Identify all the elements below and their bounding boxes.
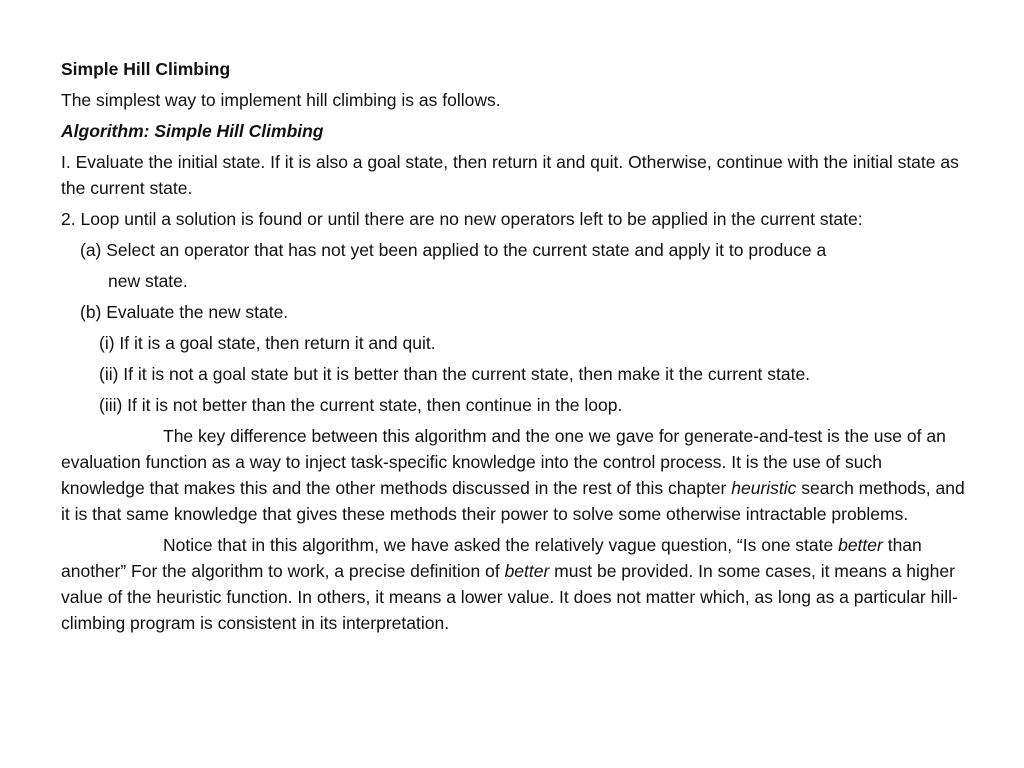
step-2b-ii: (ii) If it is not a goal state but it is better than the current state, then make it the current state. <box>99 364 811 384</box>
paragraph-2-part-2: than another” For the algorithm to work, a precise definition of <box>61 535 922 581</box>
section-heading: Simple Hill Climbing <box>61 59 231 79</box>
paragraph-1-after: search methods, and it is that same knowledge that gives these methods their power to solve some otherwise intractable problems. <box>61 478 965 524</box>
paragraph-1-before: The key difference between this algorithm and the one we gave for generate-and-test is the use of an evaluation function as a way to inject task-specific knowledge into the control process. It is the use of such knowledge that makes this and the other methods discussed in the rest of this chapter <box>61 426 946 498</box>
step-2a-line-2: new state. <box>108 271 188 291</box>
step-2: 2. Loop until a solution is found or until there are no new operators left to be applied in the current state: <box>61 209 863 229</box>
paragraph-1-emphasis: heuristic <box>731 478 797 498</box>
paragraph-notice <box>61 532 966 636</box>
paragraph-2-part-3: must be provided. In some cases, it means a higher value of the heuristic function. In others, it means a lower value. It does not matter which, as long as a particular hill-climbing program is consistent in its interpretation. <box>61 561 958 633</box>
step-1: I. Evaluate the initial state. If it is also a goal state, then return it and quit. Otherwise, continue with the initial state as the current state. <box>61 152 959 198</box>
paragraph-key-difference <box>61 423 966 527</box>
algorithm-title: Algorithm: Simple Hill Climbing <box>61 121 324 141</box>
step-2b-i: (i) If it is a goal state, then return it and quit. <box>99 333 436 353</box>
document-body <box>61 56 966 641</box>
step-2a-line-1: (a) Select an operator that has not yet been applied to the current state and apply it to produce a <box>80 240 827 260</box>
step-2b: (b) Evaluate the new state. <box>80 302 289 322</box>
step-2b-iii: (iii) If it is not better than the current state, then continue in the loop. <box>99 395 623 415</box>
paragraph-2-emphasis-1: better <box>838 535 883 555</box>
paragraph-2-emphasis-2: better <box>504 561 550 581</box>
intro-text: The simplest way to implement hill climbing is as follows. <box>61 90 501 110</box>
paragraph-2-part-1: Notice that in this algorithm, we have asked the relatively vague question, “Is one state <box>163 535 839 555</box>
